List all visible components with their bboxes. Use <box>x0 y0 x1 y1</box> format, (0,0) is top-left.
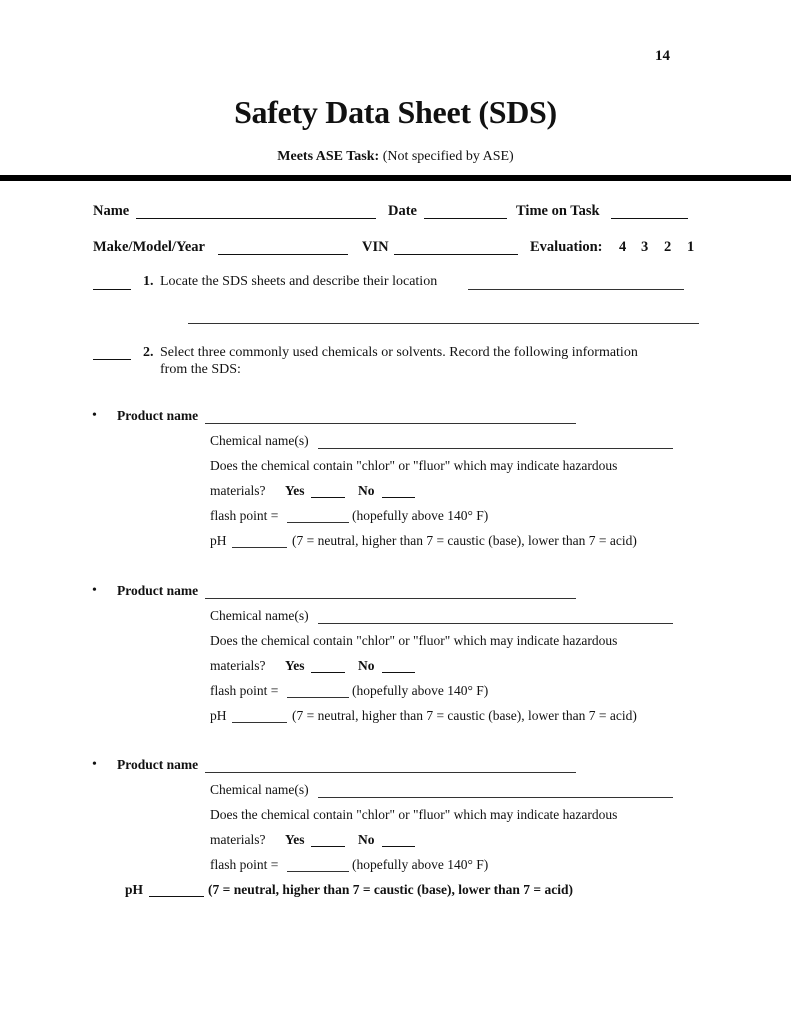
flash-point-note: (hopefully above 140° F) <box>352 508 489 523</box>
evaluation-score-2[interactable]: 2 <box>664 239 672 255</box>
page-title: Safety Data Sheet (SDS) <box>234 94 557 130</box>
flash-point-label: flash point = <box>210 683 279 698</box>
materials-label: materials? <box>210 832 266 847</box>
bullet-icon: • <box>92 757 97 772</box>
no-label: No <box>358 483 375 498</box>
chemical-name-label: Chemical name(s) <box>210 433 309 448</box>
task-1-location-field-line-2[interactable] <box>188 323 699 324</box>
task-2-score-field[interactable] <box>93 359 131 360</box>
ase-task-value: (Not specified by ASE) <box>382 149 514 164</box>
task-1-text: Locate the SDS sheets and describe their location <box>160 274 438 289</box>
no-field[interactable] <box>382 672 415 673</box>
ph-note: (7 = neutral, higher than 7 = caustic (base), lower than 7 = acid) <box>292 708 637 723</box>
product-name-field[interactable] <box>205 423 576 424</box>
yes-field[interactable] <box>311 846 345 847</box>
ase-task-label: Meets ASE Task: <box>277 149 380 164</box>
task-2-number: 2. <box>143 345 154 360</box>
name-field[interactable] <box>136 218 376 219</box>
chemical-name-label: Chemical name(s) <box>210 782 309 797</box>
ph-field[interactable] <box>232 547 287 548</box>
flash-point-note: (hopefully above 140° F) <box>352 683 489 698</box>
materials-label: materials? <box>210 483 266 498</box>
flash-point-field[interactable] <box>287 871 349 872</box>
product-name-label: Product name <box>117 583 199 598</box>
yes-label: Yes <box>285 658 305 673</box>
bullet-icon: • <box>92 583 97 598</box>
name-label: Name <box>93 203 130 219</box>
ph-label: pH <box>210 533 227 548</box>
time-on-task-field[interactable] <box>611 218 688 219</box>
task-1-number: 1. <box>143 274 154 289</box>
vin-label: VIN <box>362 239 389 255</box>
hazard-question: Does the chemical contain "chlor" or "fluor" which may indicate hazardous <box>210 458 618 473</box>
product-name-label: Product name <box>117 757 199 772</box>
ph-label: pH <box>210 708 227 723</box>
task-2-text-line-1: Select three commonly used chemicals or solvents. Record the following information <box>160 345 638 360</box>
header-divider <box>0 175 791 181</box>
page-number: 14 <box>655 48 670 64</box>
chemical-name-field[interactable] <box>318 797 673 798</box>
task-2-text-line-2: from the SDS: <box>160 362 241 377</box>
ph-label: pH <box>125 882 144 897</box>
time-on-task-label: Time on Task <box>516 203 600 219</box>
product-name-label: Product name <box>117 408 199 423</box>
evaluation-score-4[interactable]: 4 <box>619 239 627 255</box>
ph-note: (7 = neutral, higher than 7 = caustic (base), lower than 7 = acid) <box>208 882 573 897</box>
flash-point-label: flash point = <box>210 857 279 872</box>
chemical-name-field[interactable] <box>318 623 673 624</box>
flash-point-note: (hopefully above 140° F) <box>352 857 489 872</box>
no-label: No <box>358 658 375 673</box>
yes-field[interactable] <box>311 672 345 673</box>
materials-label: materials? <box>210 658 266 673</box>
product-name-field[interactable] <box>205 598 576 599</box>
vin-field[interactable] <box>394 254 518 255</box>
product-name-field[interactable] <box>205 772 576 773</box>
no-field[interactable] <box>382 846 415 847</box>
chemical-name-label: Chemical name(s) <box>210 608 309 623</box>
date-label: Date <box>388 203 417 219</box>
ph-note: (7 = neutral, higher than 7 = caustic (base), lower than 7 = acid) <box>292 533 637 548</box>
ph-field[interactable] <box>149 896 204 897</box>
hazard-question: Does the chemical contain "chlor" or "fluor" which may indicate hazardous <box>210 633 618 648</box>
evaluation-score-1[interactable]: 1 <box>687 239 695 255</box>
yes-label: Yes <box>285 832 305 847</box>
date-field[interactable] <box>424 218 507 219</box>
no-field[interactable] <box>382 497 415 498</box>
flash-point-field[interactable] <box>287 697 349 698</box>
task-1-score-field[interactable] <box>93 289 131 290</box>
yes-label: Yes <box>285 483 305 498</box>
hazard-question: Does the chemical contain "chlor" or "fluor" which may indicate hazardous <box>210 807 618 822</box>
yes-field[interactable] <box>311 497 345 498</box>
evaluation-score-3[interactable]: 3 <box>641 239 649 255</box>
flash-point-field[interactable] <box>287 522 349 523</box>
ph-field[interactable] <box>232 722 287 723</box>
make-model-year-field[interactable] <box>218 254 348 255</box>
make-model-year-label: Make/Model/Year <box>93 239 205 255</box>
ase-task-line <box>0 149 791 165</box>
bullet-icon: • <box>92 408 97 423</box>
no-label: No <box>358 832 375 847</box>
evaluation-label: Evaluation: <box>530 239 603 255</box>
task-1-location-field[interactable] <box>468 289 684 290</box>
chemical-name-field[interactable] <box>318 448 673 449</box>
flash-point-label: flash point = <box>210 508 279 523</box>
